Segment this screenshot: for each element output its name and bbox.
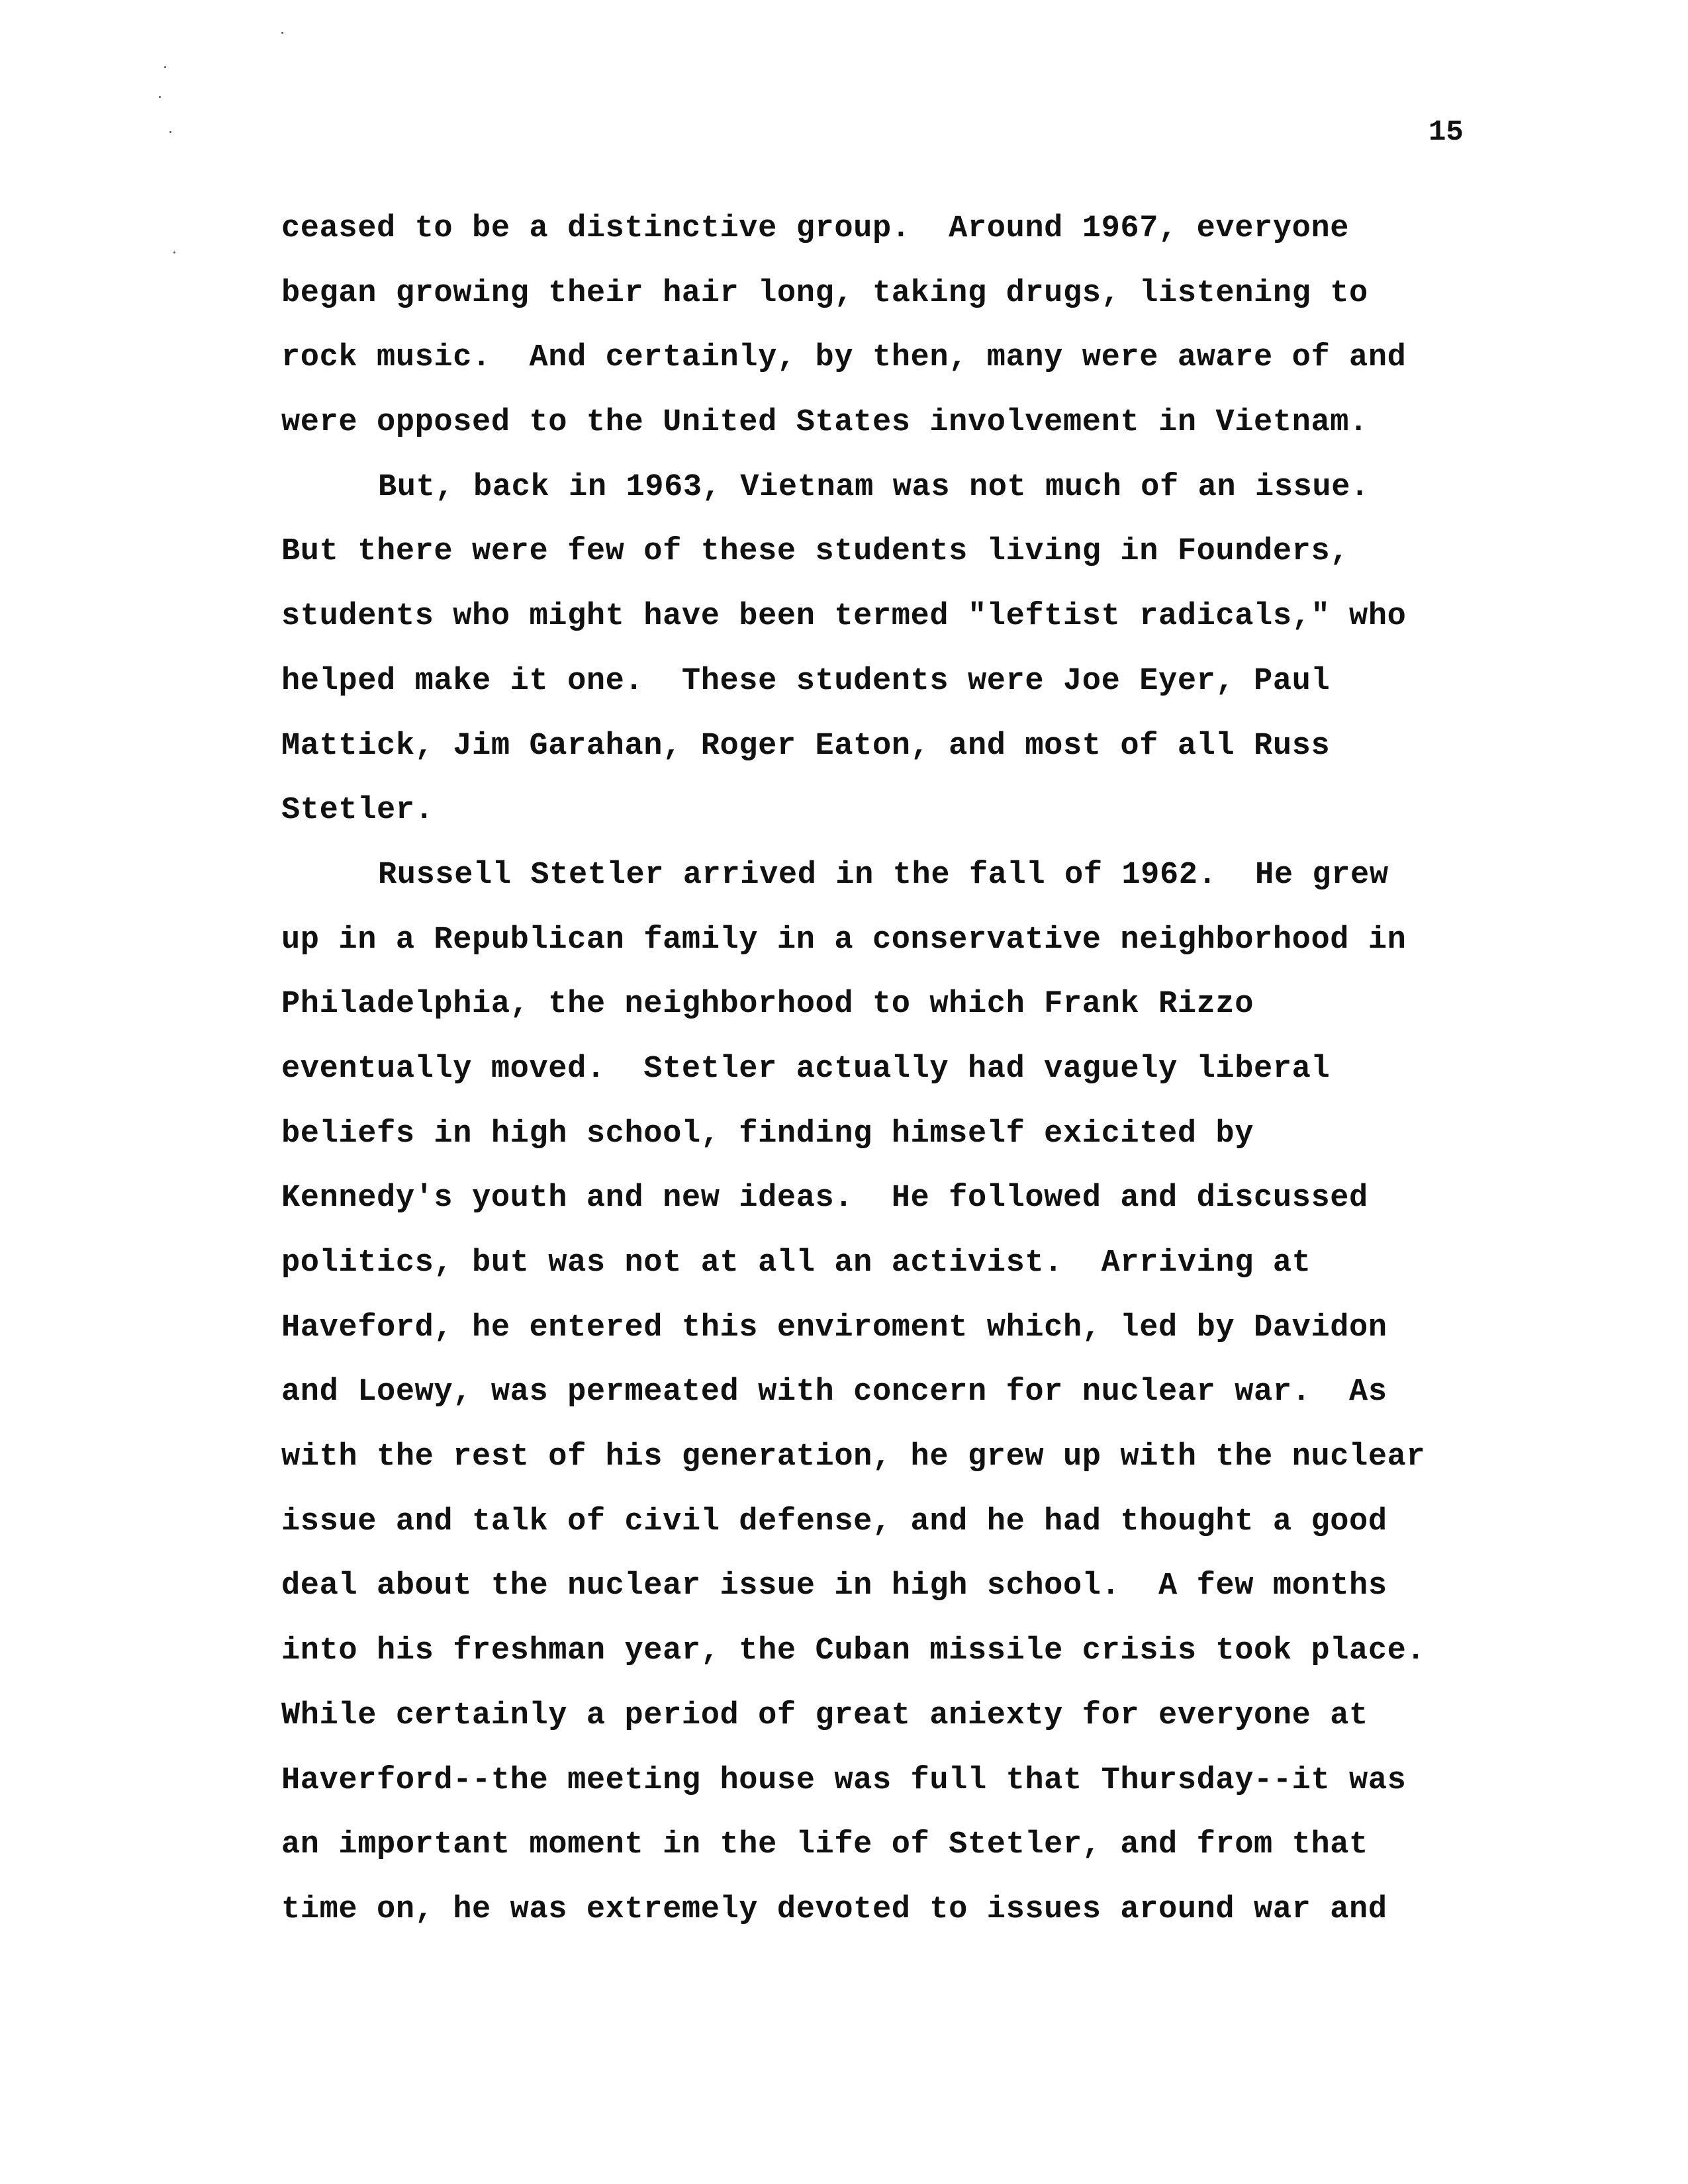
text-line: Haverford--the meeting house was full that Thursday--it was — [281, 1762, 1407, 1798]
text-line: politics, but was not at all an activist. Arriving at — [281, 1246, 1311, 1281]
text-line: beliefs in high school, finding himself exicited by — [281, 1116, 1254, 1152]
text-line: Philadelphia, the neighborhood to which Frank Rizzo — [281, 987, 1254, 1023]
page-number: 15 — [1429, 116, 1464, 149]
paragraph-3 — [281, 853, 1539, 1952]
text-line: But there were few of these students living in Founders, — [281, 534, 1350, 570]
scan-speck — [169, 131, 171, 133]
text-line: ceased to be a distinctive group. Around 1967, everyone — [281, 211, 1350, 246]
text-line: Mattick, Jim Garahan, Roger Eaton, and most of all Russ — [281, 728, 1331, 764]
text-line: deal about the nuclear issue in high school. A few months — [281, 1569, 1387, 1604]
paragraph-2 — [281, 465, 1539, 853]
scan-speck — [164, 66, 166, 68]
scan-speck — [281, 32, 283, 34]
text-line: with the rest of his generation, he grew up with the nuclear — [281, 1439, 1426, 1475]
text-line: But, back in 1963, Vietnam was not much of an issue. — [378, 469, 1370, 505]
text-line: Kennedy's youth and new ideas. He followed and discussed — [281, 1181, 1368, 1216]
text-line: up in a Republican family in a conservative neighborhood in — [281, 922, 1407, 958]
text-line: and Loewy, was permeated with concern for nuclear war. As — [281, 1375, 1387, 1410]
text-line: began growing their hair long, taking drugs, listening to — [281, 275, 1368, 311]
text-line: While certainly a period of great aniexty for everyone at — [281, 1698, 1368, 1733]
scan-speck — [159, 96, 161, 98]
paragraph-1 — [281, 206, 1539, 465]
body-text — [281, 206, 1539, 1952]
text-line: into his freshman year, the Cuban missile crisis took place. — [281, 1633, 1426, 1669]
text-line: helped make it one. These students were Joe Eyer, Paul — [281, 663, 1331, 699]
text-line: Russell Stetler arrived in the fall of 1962. He grew — [378, 857, 1389, 893]
text-line: time on, he was extremely devoted to issues around war and — [281, 1891, 1387, 1927]
text-line: eventually moved. Stetler actually had vaguely liberal — [281, 1051, 1331, 1087]
text-line: Stetler. — [281, 793, 434, 829]
text-line: were opposed to the United States involvement in Vietnam. — [281, 405, 1368, 441]
text-line: an important moment in the life of Stetler, and from that — [281, 1827, 1368, 1863]
text-line: Haveford, he entered this enviroment which, led by Davidon — [281, 1310, 1387, 1345]
text-line: students who might have been termed "leftist radicals," who — [281, 599, 1407, 635]
text-line: rock music. And certainly, by then, many were aware of and — [281, 340, 1407, 376]
text-line: issue and talk of civil defense, and he had thought a good — [281, 1504, 1387, 1539]
scan-speck — [173, 251, 175, 253]
